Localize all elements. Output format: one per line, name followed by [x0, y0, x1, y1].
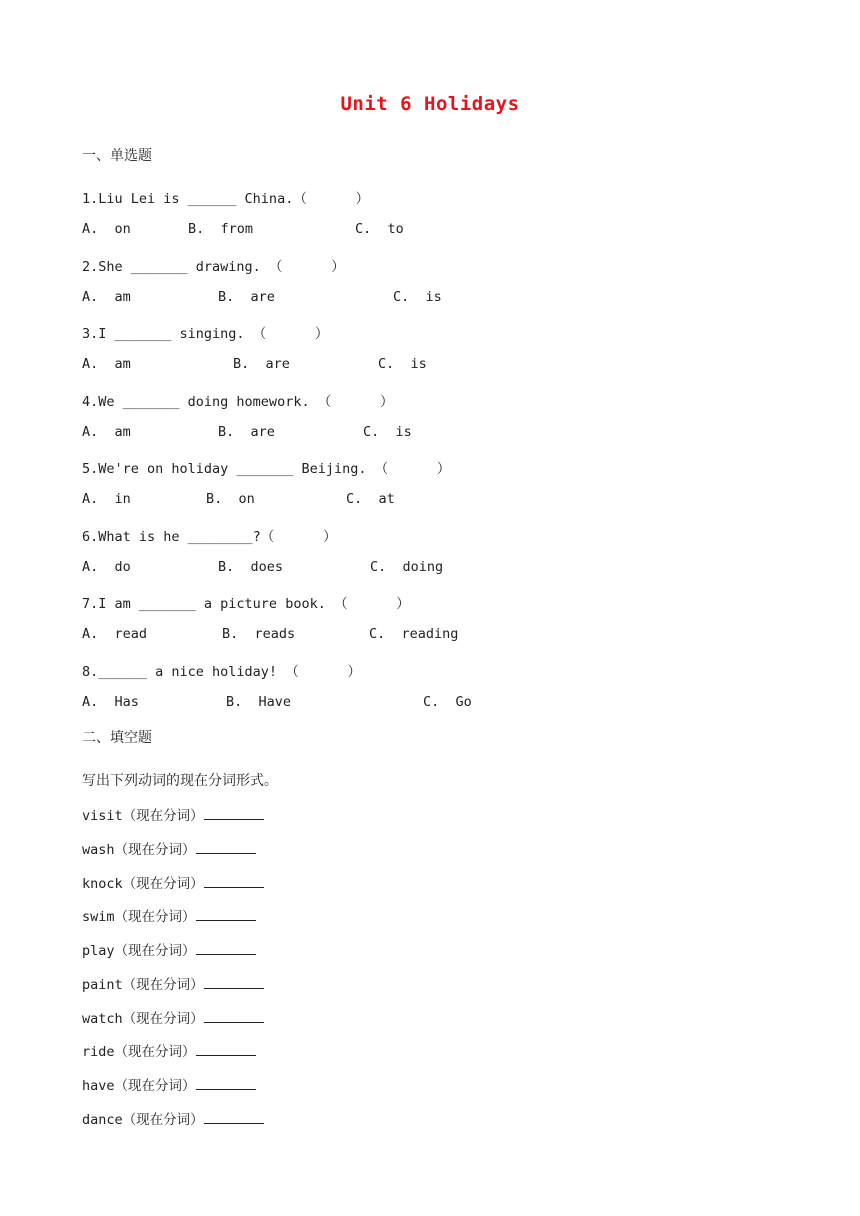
fill-word: watch	[82, 1011, 123, 1027]
fill-row-knock	[82, 872, 264, 892]
page-title: Unit 6 Holidays	[340, 93, 520, 115]
fill-word: dance	[82, 1112, 123, 1128]
q8-option-b: B. Have	[226, 694, 292, 710]
q3-option-c: C. is	[378, 356, 427, 372]
fill-hint: （现在分词）	[114, 1044, 196, 1060]
q1-option-b: B. from	[188, 221, 254, 237]
question-2: 2.She _______ drawing. （ ）	[82, 259, 345, 275]
q2-option-b: B. are	[218, 289, 275, 305]
fill-word: visit	[82, 808, 123, 824]
fill-row-visit	[82, 804, 264, 824]
fill-row-ride	[82, 1040, 256, 1060]
answer-blank[interactable]	[196, 1077, 256, 1090]
fill-hint: （现在分词）	[122, 876, 204, 892]
fill-hint: （现在分词）	[122, 1011, 204, 1027]
q6-option-a: A. do	[82, 559, 131, 575]
q2-option-a: A. am	[82, 289, 131, 305]
answer-blank[interactable]	[196, 1043, 256, 1056]
section-heading-fill-in: 二、填空题	[82, 730, 152, 746]
q5-option-a: A. in	[82, 491, 131, 507]
fill-row-play	[82, 939, 256, 959]
question-1: 1.Liu Lei is ______ China.（ ）	[82, 191, 370, 207]
q4-option-b: B. are	[218, 424, 275, 440]
answer-blank[interactable]	[196, 841, 256, 854]
fill-word: ride	[82, 1044, 115, 1060]
fill-hint: （现在分词）	[122, 977, 204, 993]
answer-blank[interactable]	[204, 875, 264, 888]
answer-blank[interactable]	[204, 807, 264, 820]
fill-row-paint	[82, 973, 264, 993]
fill-hint: （现在分词）	[122, 808, 204, 824]
fill-hint: （现在分词）	[114, 943, 196, 959]
q1-option-c: C. to	[355, 221, 404, 237]
fill-hint: （现在分词）	[122, 1112, 204, 1128]
q3-option-b: B. are	[233, 356, 290, 372]
q6-option-c: C. doing	[370, 559, 444, 575]
q7-option-a: A. read	[82, 626, 148, 642]
q5-option-b: B. on	[206, 491, 255, 507]
question-6: 6.What is he ________?（ ）	[82, 529, 337, 545]
fill-row-watch	[82, 1007, 264, 1027]
question-4: 4.We _______ doing homework. （ ）	[82, 394, 394, 410]
question-8: 8.______ a nice holiday! （ ）	[82, 664, 361, 680]
q1-option-a: A. on	[82, 221, 131, 237]
q4-option-a: A. am	[82, 424, 131, 440]
q2-option-c: C. is	[393, 289, 442, 305]
answer-blank[interactable]	[196, 908, 256, 921]
fill-hint: （现在分词）	[114, 909, 196, 925]
q5-option-c: C. at	[346, 491, 395, 507]
fill-word: swim	[82, 909, 115, 925]
fill-row-have	[82, 1074, 256, 1094]
q8-option-a: A. Has	[82, 694, 139, 710]
question-5: 5.We're on holiday _______ Beijing. （ ）	[82, 461, 451, 477]
fill-row-dance	[82, 1108, 264, 1128]
answer-blank[interactable]	[204, 976, 264, 989]
q6-option-b: B. does	[218, 559, 284, 575]
q8-option-c: C. Go	[423, 694, 472, 710]
q7-option-c: C. reading	[369, 626, 459, 642]
q7-option-b: B. reads	[222, 626, 296, 642]
q3-option-a: A. am	[82, 356, 131, 372]
fill-word: wash	[82, 842, 115, 858]
instruction-text: 写出下列动词的现在分词形式。	[82, 773, 278, 789]
fill-word: have	[82, 1078, 115, 1094]
q4-option-c: C. is	[363, 424, 412, 440]
fill-word: play	[82, 943, 115, 959]
fill-hint: （现在分词）	[114, 842, 196, 858]
answer-blank[interactable]	[204, 1010, 264, 1023]
fill-hint: （现在分词）	[114, 1078, 196, 1094]
fill-row-swim	[82, 905, 256, 925]
fill-word: paint	[82, 977, 123, 993]
section-heading-single-choice: 一、单选题	[82, 148, 152, 164]
fill-word: knock	[82, 876, 123, 892]
question-3: 3.I _______ singing. （ ）	[82, 326, 329, 342]
question-7: 7.I am _______ a picture book. （ ）	[82, 596, 410, 612]
fill-row-wash	[82, 838, 256, 858]
answer-blank[interactable]	[196, 942, 256, 955]
answer-blank[interactable]	[204, 1111, 264, 1124]
